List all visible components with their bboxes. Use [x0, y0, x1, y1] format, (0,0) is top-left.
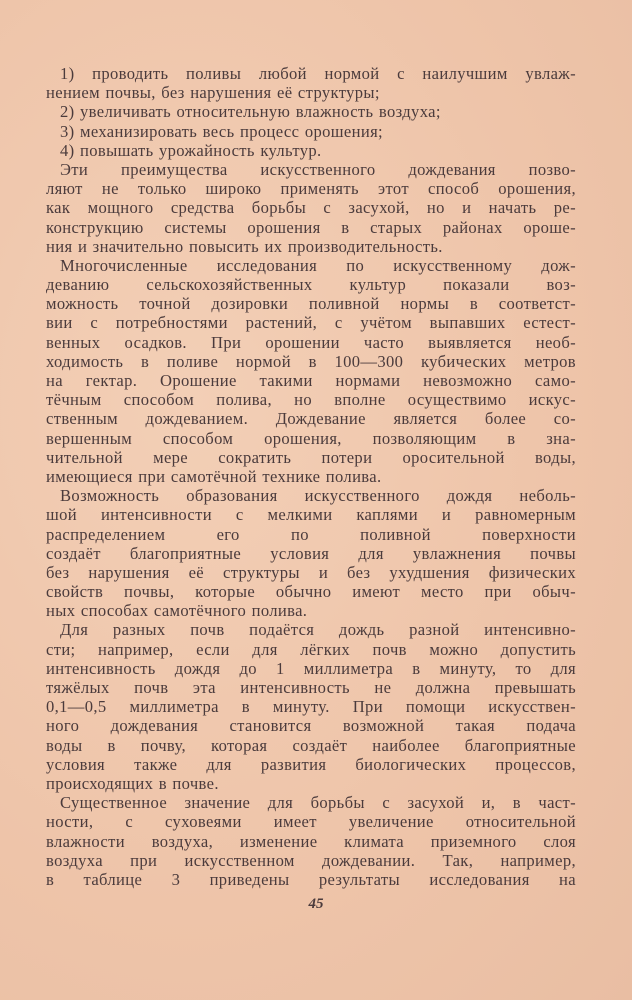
text-line: ляют не только широко применять этот способ орошения, [46, 179, 576, 199]
text-line: нением почвы, без нарушения её структуры; [46, 83, 380, 103]
text-line: интенсивность дождя до 1 миллиметра в минуту, то для [46, 658, 576, 678]
text-line: тяжёлых почв эта интенсивность не должна превышать [46, 678, 576, 697]
text-line: шой интенсивности с мелкими каплями и равномерным [46, 505, 576, 525]
text-line: Существенное значение для борьбы с засухой и, в част- [60, 793, 576, 813]
text-line: воды в почву, которая создаёт наиболее благоприятные [46, 735, 576, 755]
text-line: деванию сельскохозяйственных культур показали воз- [46, 275, 576, 295]
text-line: 0,1—0,5 миллиметра в минуту. При помощи искусствен- [46, 697, 576, 717]
text-line: ных способах самотёчного полива. [46, 601, 308, 621]
paragraph [46, 256, 576, 486]
paragraph [46, 486, 576, 620]
text-line: тёчным способом полива, но вполне осуществимо искус- [46, 390, 576, 410]
text-line: 4) повышать урожайность культур. [60, 140, 322, 160]
text-line: Многочисленные исследования по искусственному дож- [60, 255, 576, 275]
text-line: ходимость в поливе нормой в 100—300 кубических метров [46, 351, 576, 371]
paragraph [46, 793, 576, 889]
text-line: влажности воздуха, изменение климата приземного слоя [46, 831, 576, 851]
text-line: ности, с суховеями имеет увеличение относительной [46, 812, 576, 832]
paragraph [46, 102, 576, 121]
text-line: 1) проводить поливы любой нормой с наилучшим увлаж- [60, 64, 576, 83]
page-number: 45 [308, 896, 324, 912]
text-line: вершенным способом орошения, позволяющим в зна- [46, 428, 576, 448]
text-line: создаёт благоприятные условия для увлажнения почвы [46, 543, 576, 563]
text-line: конструкцию системы орошения в старых районах ороше- [46, 217, 576, 237]
text-line: Возможность образования искусственного дождя неболь- [60, 486, 576, 506]
text-line: 3) механизировать весь процесс орошения; [60, 121, 384, 141]
text-line: без нарушения её структуры и без ухудшения физических [46, 562, 576, 582]
text-line: Для разных почв подаётся дождь разной интенсивно- [60, 620, 576, 640]
paragraph [46, 620, 576, 793]
text-line: ного дождевания становится возможной такая подача [46, 716, 576, 736]
paragraph [46, 122, 576, 141]
text-line: как мощного средства борьбы с засухой, но и начать ре- [46, 198, 576, 218]
text-line: ния и значительно повысить их производительность. [46, 236, 443, 256]
text-line: чительной мере сократить потери оросительной воды, [46, 447, 576, 467]
text-line: ственным дождеванием. Дождевание является более со- [46, 409, 576, 429]
text-line: вии с потребностями растений, с учётом выпавших естест- [46, 313, 576, 333]
text-line: 2) увеличивать относительную влажность воздуха; [60, 102, 441, 122]
text-line: Эти преимущества искусственного дождевания позво- [60, 159, 576, 179]
text-line: воздуха при искусственном дождевании. Так, например, [46, 850, 576, 870]
text-line: венных осадков. При орошении часто выявляется необ- [46, 332, 576, 352]
text-line: на гектар. Орошение такими нормами невозможно само- [46, 371, 576, 390]
body-text [46, 64, 576, 889]
paragraph [46, 141, 576, 160]
text-line: в таблице 3 приведены результаты исследования на [46, 869, 576, 889]
text-line: свойств почвы, которые обычно имеют место при обыч- [46, 582, 576, 602]
paragraph [46, 160, 576, 256]
text-line: имеющиеся при самотёчной технике полива. [46, 466, 382, 486]
text-line: можность точной дозировки поливной нормы в соответст- [46, 294, 576, 314]
text-line: условия также для развития биологических процессов, [46, 754, 576, 774]
paragraph [46, 64, 576, 102]
text-line: распределением его по поливной поверхности [46, 524, 576, 544]
text-line: сти; например, если для лёгких почв можно допустить [46, 639, 576, 659]
text-line: происходящих в почве. [46, 773, 219, 793]
